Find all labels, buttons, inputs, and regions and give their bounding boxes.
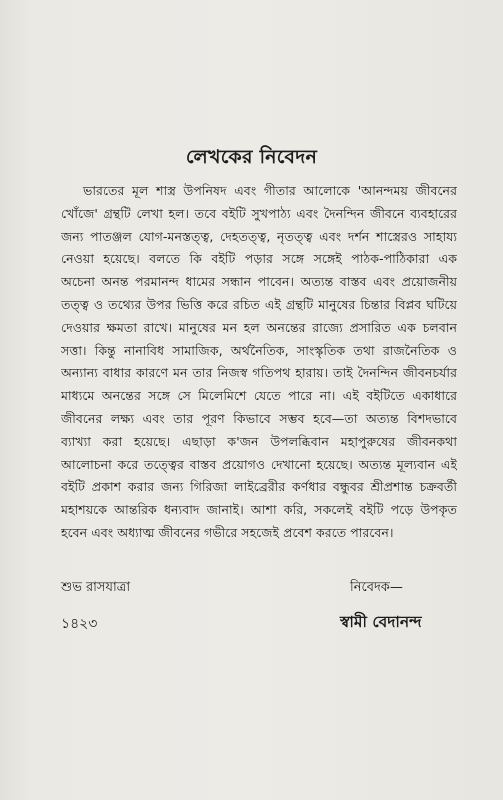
paragraph-line: মাধ্যমে অনন্তের সঙ্গে সে মিলেমিশে যেতে পারে না। এই বইটিতে একাধারে (61, 388, 457, 404)
year-text: ১৪২৩ (61, 616, 98, 632)
paragraph-line: দেওয়ার ক্ষমতা রাখে। মানুষের মন হল অনন্তের রাজ্যে প্রসারিত এক চলবান (61, 319, 457, 335)
preface-paragraph (61, 180, 457, 545)
occasion-text: শুভ রাসযাত্রা (61, 580, 131, 595)
paragraph-line: ব্যাখ্যা করা হয়েছে। এছাড়া ক'জন উপলব্ধিবান মহাপুরুষের জীবনকথা (61, 433, 457, 449)
paragraph-line: নেওয়া হয়েছে। বলতে কি বইটি পড়ার সঙ্গে সঙ্গেই পাঠক-পাঠিকারা এক (61, 251, 457, 267)
paragraph-line: অচেনা অনন্ত পরমানন্দ ধামের সন্ধান পাবেন। অত্যন্ত বাস্তব এবং প্রয়োজনীয় (61, 274, 457, 290)
paragraph-line: আলোচনা করে তত্ত্বের বাস্তব প্রয়োগও দেখানো হয়েছে। অত্যন্ত মূল্যবান এই (61, 456, 457, 472)
page-title: লেখকের নিবেদন (185, 146, 318, 168)
paragraph-line: জন্য পাতঞ্জল যোগ-মনস্তত্ত্ব, দেহতত্ত্ব, নৃতত্ত্ব এবং দর্শন শাস্ত্রেরও সাহায্য (61, 228, 457, 244)
author-signature: স্বামী বেদানন্দ (340, 613, 422, 631)
paragraph-line: জীবনের লক্ষ্য এবং তার পূরণ কিভাবে সম্ভব হবে—তা অত্যন্ত বিশদভাবে (61, 410, 457, 426)
paragraph-line: খোঁজে' গ্রন্থটি লেখা হল। তবে বইটি সুখপাঠ্য এবং দৈনন্দিন জীবনে ব্যবহারের (61, 205, 457, 221)
submitted-by-label: নিবেদক— (350, 580, 403, 595)
paragraph-line: মহাশয়কে আন্তরিক ধন্যবাদ জানাই। আশা করি, সকলেই বইটি পড়ে উপকৃত (61, 502, 457, 518)
paragraph-line: হবেন এবং অধ্যাত্ম জীবনের গভীরে সহজেই প্রবেশ করতে পারবেন। (61, 524, 394, 540)
paragraph-line: সত্তা। কিন্তু নানাবিধ সামাজিক, অর্থনৈতিক, সাংস্কৃতিক তথা রাজনৈতিক ও (61, 342, 457, 358)
paragraph-line: অন্যান্য বাধার কারণে মন তার নিজস্ব গতিপথ হারায়। তাই দৈনন্দিন জীবনচর্যার (61, 365, 457, 381)
paragraph-line: ভারতের মূল শাস্ত্র উপনিষদ এবং গীতার আলোকে 'আনন্দময় জীবনের (83, 183, 457, 198)
paragraph-line: তত্ত্ব ও তথ্যের উপর ভিত্তি করে রচিত এই গ্রন্থটি মানুষের চিন্তার বিপ্লব ঘটিয়ে (61, 296, 457, 312)
paragraph-line: বইটি প্রকাশ করার জন্য গিরিজা লাইব্রেরীর কর্ণধার বন্ধুবর শ্রীপ্রশান্ত চক্রবর্তী (61, 479, 457, 495)
